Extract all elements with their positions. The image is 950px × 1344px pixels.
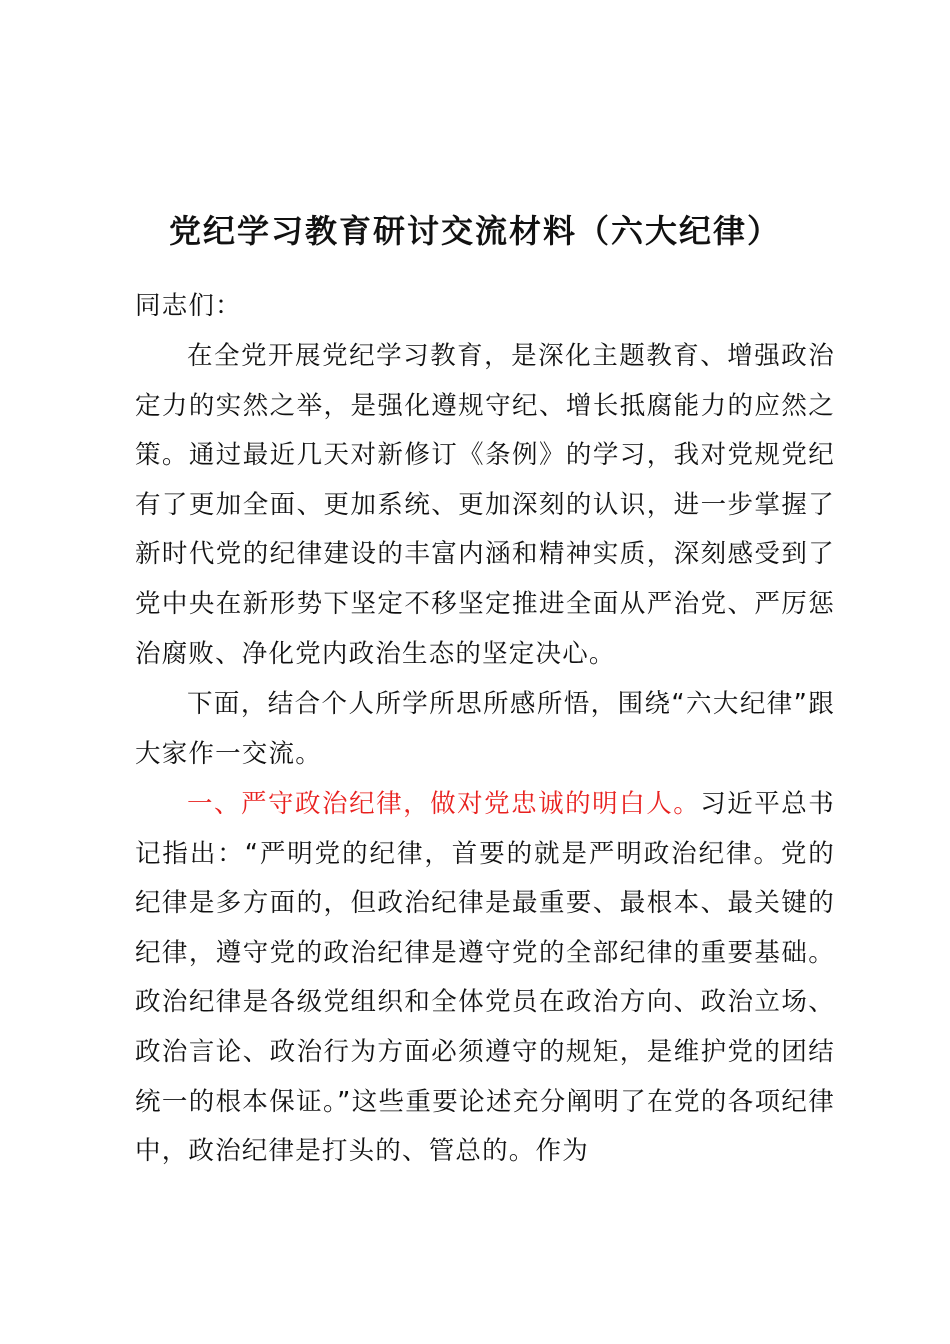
paragraph-section-1 bbox=[135, 780, 835, 1177]
paragraph-transition: 下面，结合个人所学所思所感所悟，围绕“六大纪律”跟大家作一交流。 bbox=[135, 689, 835, 769]
section-1-heading: 一、严守政治纪律，做对党忠诚的明白人。 bbox=[187, 789, 701, 819]
document-title: 党纪学习教育研讨交流材料（六大纪律） bbox=[168, 212, 781, 250]
salutation: 同志们： bbox=[135, 291, 242, 321]
paragraph-intro: 在全党开展党纪学习教育，是深化主题教育、增强政治定力的实然之举，是强化遵规守纪、增长抵腐能力的应然之策。通过最近几天对新修订《条例》的学习，我对党规党纪有了更加全面、更加系统、更加深刻的认识，进一步掌握了新时代党的纪律建设的丰富内涵和精神实质，深刻感受到了党中央在新形势下坚定不移坚定推进全面从严治党、严厉惩治腐败、净化党内政治生态的坚定决心。 bbox=[135, 341, 835, 669]
section-1-body: 习近平总书记指出：“严明党的纪律，首要的就是严明政治纪律。党的纪律是多方面的，但政治纪律是最重要、最根本、最关键的纪律，遵守党的政治纪律是遵守党的全部纪律的重要基础。政治纪律是各级党组织和全体党员在政治方向、政治立场、政治言论、政治行为方面必须遵守的规矩，是维护党的团结统一的根本保证。”这些重要论述充分阐明了在党的各项纪律中，政治纪律是打头的、管总的。作为 bbox=[135, 789, 835, 1167]
